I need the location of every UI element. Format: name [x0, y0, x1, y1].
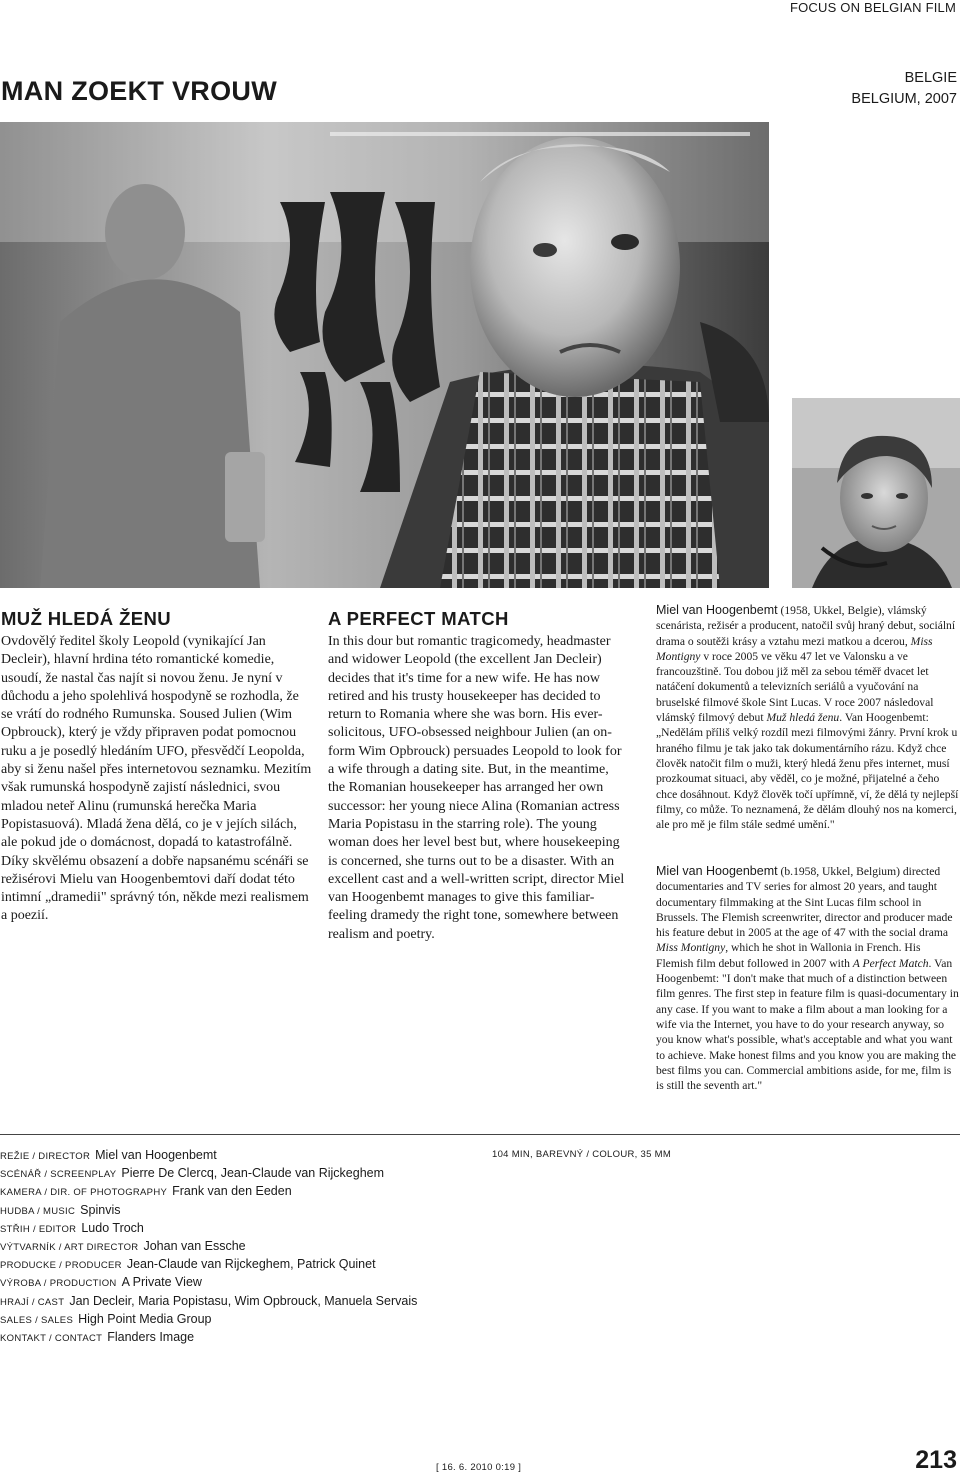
section-title: FOCUS ON BELGIAN FILM	[789, 0, 956, 15]
credit-value: High Point Media Group	[78, 1311, 212, 1326]
bio-czech-film-2: Muž hledá ženu	[766, 711, 840, 725]
credit-label: KAMERA / DIR. OF PHOTOGRAPHY	[0, 1187, 168, 1199]
film-title: MAN ZOEKT VROUW	[1, 76, 277, 106]
bio-czech-text-3: . Van Hoogenbemt: „Nedělám příliš velký rozdíl mezi filmovými žánry. První krok u hraného filmu je tak jako tak dokumentárního rázu. Když chce člověk natočit film o muži, který hledá ženu přes internet, musí prozkoumat situaci, aby věděl, co je možné, přijatelné a čeho chce dosáhnout. Když člověk točí upřímně, ví, že dělá ty nejlepší filmy, co může. To neznamená, že dělám dlouhý nos na komerci, ale pro mě je film stále sedmé umění."	[656, 711, 959, 832]
bio-english-name: Miel van Hoogenbemt	[656, 864, 778, 878]
czech-synopsis: Ovdovělý ředitel školy Leopold (vynikající Jan Decleir), hlavní hrdina této romantické komedie, usoudí, že nastal čas najít si novou ženu. Je nyní v důchodu a jeho spolehlivá hospodyně se rozhodla, že se vrátí do rodného Rumunska. Soused Julien (Wim Opbrouck), který je vždy připraven podat pomocnou ruku a je posedlý hledáním UFO, přesvědčí Leopolda, aby si ženu našel přes internetovou seznamku. Mezitím však rumunská hospodyně zajistí následnici, svou mladou neteř Alinu (rumunská herečka Maria Popistasuová). Mladá žena dělá, co je v jejích silách, ale pokud jde o domácnost, dopadá to katastrofálně. Díky skvělému obsazení a dobře napsanému scénáři se režisérovi Mielu van Hoogenbemtovi daří dodat této intimní „dramedii" správný tón, někde mezi realismem a poezií.	[1, 634, 312, 924]
film-still-photo	[0, 122, 769, 588]
credit-value: Ludo Troch	[81, 1220, 144, 1235]
credit-label: REŽIE / DIRECTOR	[0, 1151, 91, 1162]
credit-row	[0, 1219, 480, 1237]
credit-label: KONTAKT / CONTACT	[0, 1332, 103, 1344]
credit-value: Miel van Hoogenbemt	[95, 1148, 217, 1162]
bio-czech-text-2: v roce 2005 ve věku 47 let ve Valonsku a ve francouzštině. Tou dobou již měl za sebou téměř dvacet let natáčení dokumentů a televizních seriálů a vyučování na bruselské filmové škole Sint Lucas. V roce 2007 následoval vlámský filmový debut	[656, 649, 934, 725]
bio-czech-name: Miel van Hoogenbemt	[656, 603, 778, 617]
film-still-image	[0, 122, 769, 588]
credit-value: Spinvis	[80, 1202, 121, 1217]
credit-row	[0, 1164, 480, 1182]
credit-value: Jan Decleir, Maria Popistasu, Wim Opbrouck, Manuela Servais	[69, 1293, 418, 1308]
bio-english-text-3: . Van Hoogenbemt: "I don't make that much of a distinction between film genres. The first step in feature film is quasi-documentary in any case. If you want to make a film about a man looking for a wife via the Internet, you have to do your research anyway, so you know what's possible, what's acceptable and what you want to achieve. Make honest films and you know you are making the best films you can. Commercial ambitions aside, for me, film is is still the seventh art."	[656, 956, 959, 1093]
credits-divider	[0, 1134, 960, 1135]
credit-row	[0, 1182, 480, 1200]
credit-label: SALES / SALES	[0, 1314, 74, 1326]
director-portrait-image	[792, 398, 960, 588]
country-year: BELGIUM, 2007	[851, 91, 957, 107]
credits-list	[0, 1146, 480, 1346]
technical-info: 104 MIN, BAREVNÝ / COLOUR, 35 MM	[492, 1149, 672, 1160]
director-bio-czech	[656, 603, 959, 832]
credit-row	[0, 1292, 480, 1310]
credit-value: Jean-Claude van Rijckeghem, Patrick Quinet	[126, 1257, 376, 1272]
page-number: 213	[915, 1446, 957, 1474]
director-portrait-photo	[792, 398, 960, 588]
credit-value: Johan van Essche	[143, 1238, 246, 1253]
credit-label: STŘIH / EDITOR	[0, 1223, 77, 1235]
credit-row	[0, 1310, 480, 1328]
print-timestamp: [ 16. 6. 2010 0:19 ]	[436, 1462, 522, 1473]
credit-label: HRAJÍ / CAST	[0, 1296, 65, 1308]
credit-row	[0, 1201, 480, 1219]
credit-row	[0, 1328, 480, 1346]
bio-english-text-2: , which he shot in Wallonia in French. His Flemish film debut followed in 2007 with	[656, 941, 921, 970]
director-bio-english	[656, 864, 959, 1093]
credit-value: Flanders Image	[107, 1329, 195, 1344]
credit-label: HUDBA / MUSIC	[0, 1205, 76, 1217]
english-synopsis: In this dour but romantic tragicomedy, headmaster and widower Leopold (the excellent Jan Decleir) decides that it's time for a new wife. He has now retired and his trusty housekeeper has decided to return to Romania where she was born. His ever-solicitous, UFO-obsessed neighbour Julien (an on-form Wim Opbrouck) persuades Leopold to look for a wife through a dating site. But, in the meantime, the Romanian housekeeper has arranged her own successor: her young niece Alina (Romanian actress Maria Popistasu in the starring role). The young woman does her level best but, where housekeeping is concerned, she turns out to be a disaster. With an excellent cast and a well-written script, director Miel van Hoogenbemt manages to give this familiar-feeling dramedy the right tone, somewhere between realism and poetry.	[328, 634, 625, 942]
credit-value: Frank van den Eeden	[172, 1184, 292, 1199]
bio-english-film-2: A Perfect Match	[852, 956, 929, 970]
bio-english-text-1: (b.1958, Ukkel, Belgium) directed documentaries and TV series for almost 20 years, and taught documentary filmmaking at the Sint Lucas film school in Brussels. The Flemish screenwriter, director and producer made his feature debut in 2005 at the age of 47 with the social drama	[656, 865, 953, 940]
country: BELGIE	[904, 70, 957, 86]
bio-czech-film-1: Miss Montigny	[656, 634, 933, 663]
bio-czech-text-1: (1958, Ukkel, Belgie), vlámský scenárista, režisér a producent, natočil svůj hraný debut, sociální drama o soutěži krásy a vztahu mezi matkou a dcerou,	[656, 604, 956, 648]
credit-row	[0, 1255, 480, 1273]
country-block	[851, 68, 957, 110]
czech-heading: MUŽ HLEDÁ ŽENU	[1, 608, 172, 629]
credit-label: SCÉNÁŘ / SCREENPLAY	[0, 1169, 117, 1181]
credit-label: PRODUCKE / PRODUCER	[0, 1260, 122, 1272]
credit-row	[0, 1237, 480, 1255]
credit-row	[0, 1146, 480, 1164]
credit-label: VÝTVARNÍK / ART DIRECTOR	[0, 1241, 139, 1253]
credit-value: A Private View	[121, 1275, 202, 1290]
credit-label: VÝROBA / PRODUCTION	[0, 1278, 117, 1290]
bio-english-film-1: Miss Montigny	[656, 941, 726, 955]
english-heading: A PERFECT MATCH	[328, 608, 509, 629]
credit-value: Pierre De Clercq, Jean-Claude van Rijckeghem	[121, 1166, 385, 1181]
credit-row	[0, 1273, 480, 1291]
